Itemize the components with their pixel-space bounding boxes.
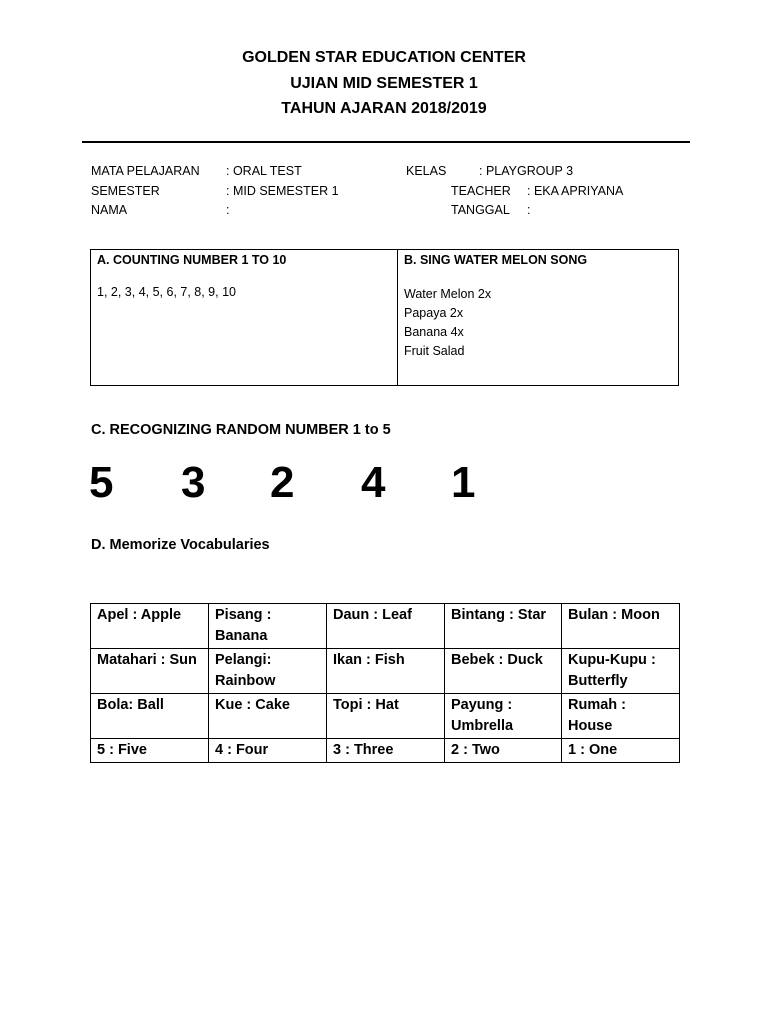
vocab-cell: 1 : One (562, 739, 680, 763)
vocab-cell: Bebek : Duck (445, 649, 562, 694)
random-number: 3 (181, 458, 206, 507)
vocab-cell: Bulan : Moon (562, 604, 680, 649)
section-a-title: A. COUNTING NUMBER 1 TO 10 (97, 253, 287, 267)
table-row (91, 694, 680, 739)
vocab-cell: Pisang : Banana (209, 604, 327, 649)
vocab-cell: Apel : Apple (91, 604, 209, 649)
section-c-title: C. RECOGNIZING RANDOM NUMBER 1 to 5 (91, 422, 391, 438)
section-d-title: D. Memorize Vocabularies (91, 537, 270, 553)
vocab-cell: Topi : Hat (327, 694, 445, 739)
vocab-cell: 4 : Four (209, 739, 327, 763)
song-line: Fruit Salad (404, 344, 465, 358)
random-number: 2 (270, 458, 295, 507)
random-number: 4 (361, 458, 386, 507)
vocab-cell: Kue : Cake (209, 694, 327, 739)
vocab-cell: 5 : Five (91, 739, 209, 763)
section-b-cell (398, 250, 679, 386)
section-b-title: B. SING WATER MELON SONG (404, 253, 588, 267)
vocab-cell: Matahari : Sun (91, 649, 209, 694)
mata-pelajaran-value: : ORAL TEST (226, 164, 302, 178)
section-a-content: 1, 2, 3, 4, 5, 6, 7, 8, 9, 10 (97, 285, 236, 299)
academic-year: TAHUN AJARAN 2018/2019 (281, 100, 487, 117)
kelas-label: KELAS (406, 164, 447, 178)
vocab-cell: Daun : Leaf (327, 604, 445, 649)
table-row (91, 739, 680, 763)
random-number: 1 (451, 458, 476, 507)
table-row (91, 604, 680, 649)
vocab-cell: Rumah : House (562, 694, 680, 739)
song-line: Water Melon 2x (404, 287, 492, 301)
teacher-label: TEACHER (451, 184, 511, 198)
school-name: GOLDEN STAR EDUCATION CENTER (242, 49, 526, 66)
tanggal-value: : (527, 203, 531, 217)
table-row (91, 649, 680, 694)
random-number: 5 (89, 458, 114, 507)
nama-value: : (226, 203, 230, 217)
song-line: Banana 4x (404, 325, 464, 339)
header-divider (82, 141, 690, 143)
vocab-cell: Ikan : Fish (327, 649, 445, 694)
semester-label: SEMESTER (91, 184, 160, 198)
tanggal-label: TANGGAL (451, 203, 510, 217)
exam-title: UJIAN MID SEMESTER 1 (290, 75, 478, 92)
vocab-cell: 2 : Two (445, 739, 562, 763)
vocab-cell: Pelangi: Rainbow (209, 649, 327, 694)
section-ab-table (90, 249, 679, 386)
vocabulary-table (90, 603, 680, 763)
vocab-cell: Payung : Umbrella (445, 694, 562, 739)
semester-value: : MID SEMESTER 1 (226, 184, 339, 198)
mata-pelajaran-label: MATA PELAJARAN (91, 164, 200, 178)
vocab-cell: Kupu-Kupu : Butterfly (562, 649, 680, 694)
kelas-value: : PLAYGROUP 3 (479, 164, 574, 178)
vocab-cell: Bintang : Star (445, 604, 562, 649)
section-a-cell (91, 250, 398, 386)
nama-label: NAMA (91, 203, 128, 217)
vocab-cell: 3 : Three (327, 739, 445, 763)
song-line: Papaya 2x (404, 306, 464, 320)
teacher-value: : EKA APRIYANA (527, 184, 624, 198)
vocab-cell: Bola: Ball (91, 694, 209, 739)
